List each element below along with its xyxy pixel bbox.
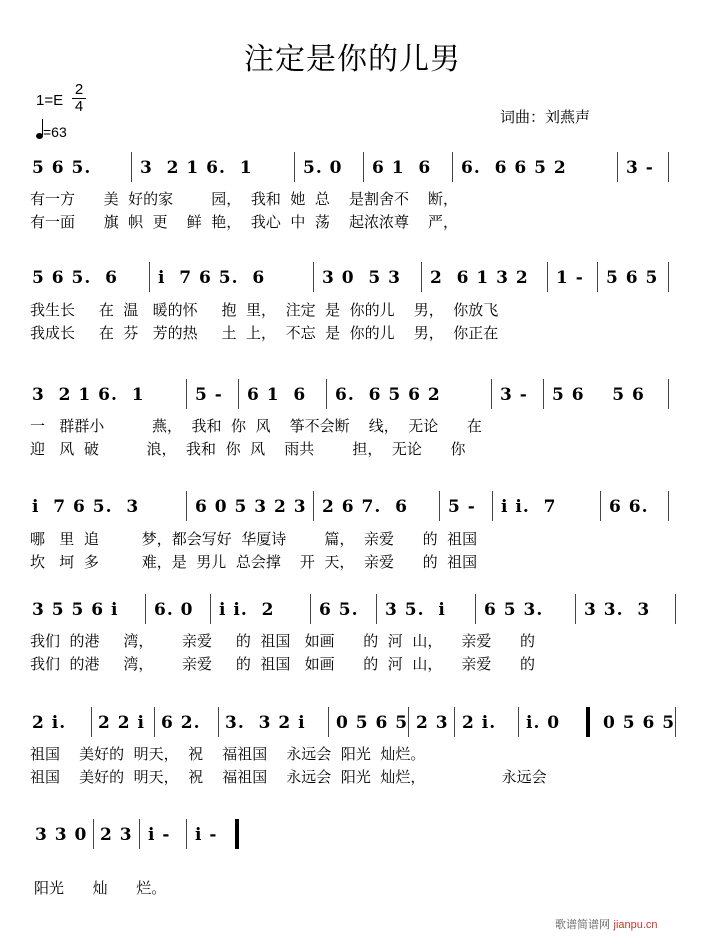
barline — [131, 152, 132, 182]
measure: 0 5 6 5 — [603, 713, 676, 733]
measure: i i. 2 — [219, 600, 275, 620]
barline — [91, 707, 92, 737]
notes-row — [0, 713, 705, 741]
barline — [439, 491, 440, 521]
measure: i 7 6 5. 6 — [158, 268, 266, 288]
measure: 5 6 5. — [32, 158, 92, 178]
barline — [668, 152, 669, 182]
barline — [668, 262, 669, 292]
time-denominator: 4 — [72, 98, 86, 115]
measure: 6 1 6 — [247, 385, 307, 405]
measure: 3 5 5 6 i — [32, 600, 119, 620]
barline — [617, 152, 618, 182]
watermark-site-name: 歌谱简谱网 — [555, 918, 610, 931]
lyrics-verse-1: 祖国 美好的 明天， 祝 福祖国 永远会 阳光 灿烂。 — [30, 745, 426, 763]
watermark — [555, 916, 658, 932]
measure: 2 3 — [100, 825, 133, 845]
barline — [313, 491, 314, 521]
notes-row — [0, 385, 705, 413]
measure: i - — [195, 825, 218, 845]
measure: 5 - — [195, 385, 223, 405]
measure: 2 i. — [462, 713, 497, 733]
measure: 6 1 6 — [372, 158, 432, 178]
measure: i i. 7 — [501, 497, 557, 517]
notes-row — [0, 497, 705, 525]
measure: 1 - — [556, 268, 584, 288]
measure: 5. 0 — [303, 158, 343, 178]
barline — [149, 262, 150, 292]
measure: 5 6 5 6 — [552, 385, 645, 405]
barline — [575, 594, 576, 624]
lyrics-verse-1: 哪 里 追 梦，都会写好 华厦诗 篇， 亲爱 的 祖国 — [30, 530, 478, 548]
barline — [597, 262, 598, 292]
measure: 2 6 7. 6 — [322, 497, 408, 517]
barline — [668, 379, 669, 409]
barline — [492, 491, 493, 521]
barline — [238, 379, 239, 409]
measure: 2 2 i — [98, 713, 145, 733]
measure: 5 - — [448, 497, 476, 517]
lyrics-verse-2: 坎 坷 多 难，是 男儿 总会撑 开 天， 亲爱 的 祖国 — [30, 553, 478, 571]
measure: 3 2 1 6. 1 — [140, 158, 253, 178]
watermark-url: jianpu.cn — [613, 919, 658, 931]
barline — [218, 707, 219, 737]
measure: i 7 6 5. 3 — [32, 497, 140, 517]
barline — [186, 491, 187, 521]
measure: i. 0 — [526, 713, 561, 733]
barline — [475, 594, 476, 624]
measure: 3. 3 2 i — [225, 713, 306, 733]
barline — [518, 707, 519, 737]
measure: 2 i. — [32, 713, 67, 733]
lyrics-verse-1: 有一方 美 好的家 园， 我和 她 总 是割舍不 断， — [30, 190, 459, 208]
final-barline — [235, 819, 239, 849]
quarter-note-icon — [36, 133, 43, 139]
barline — [326, 379, 327, 409]
barline — [452, 152, 453, 182]
measure: 6 6. — [609, 497, 649, 517]
barline — [294, 152, 295, 182]
measure: 6 2. — [161, 713, 201, 733]
tempo-marking — [36, 124, 67, 140]
barline — [310, 594, 311, 624]
measure: 0 5 6 5 — [336, 713, 409, 733]
measure: i - — [148, 825, 171, 845]
barline — [154, 707, 155, 737]
measure: 6 5. — [319, 600, 359, 620]
measure: 3 5. i — [385, 600, 446, 620]
barline — [543, 379, 544, 409]
barline — [139, 819, 140, 849]
barline — [408, 707, 409, 737]
barline — [454, 707, 455, 737]
composer-credit: 词曲：刘燕声 — [500, 108, 591, 126]
barline — [186, 379, 187, 409]
lyrics-verse-2: 我成长 在 芬 芳的热 土 上， 不忘 是 你的儿 男， 你正在 — [30, 324, 499, 342]
barline — [491, 379, 492, 409]
barline — [675, 594, 676, 624]
measure: 3 3. 3 — [584, 600, 651, 620]
notes-row — [0, 158, 705, 186]
measure: 5 6 5. 6 — [32, 268, 118, 288]
measure: 2 6 1 3 2 — [430, 268, 529, 288]
barline — [186, 819, 187, 849]
measure: 6. 6 6 5 2 — [461, 158, 567, 178]
lyrics-verse-2: 祖国 美好的 明天， 祝 福祖国 永远会 阳光 灿烂， 永远会 — [30, 768, 547, 786]
measure: 5 6 5 — [606, 268, 659, 288]
lyrics-verse-1: 一 群群小 燕， 我和 你 风 筝不会断 线， 无论 在 — [30, 417, 482, 435]
lyrics-verse-1: 我们 的港 湾， 亲爱 的 祖国 如画 的 河 山， 亲爱 的 — [30, 632, 536, 650]
barline — [675, 707, 676, 737]
notes-row — [0, 825, 705, 853]
notes-row — [0, 600, 705, 628]
time-numerator: 2 — [74, 81, 84, 98]
measure: 3 3 0 — [35, 825, 88, 845]
measure: 6 0 5 3 2 3 — [195, 497, 307, 517]
barline — [210, 594, 211, 624]
measure: 6. 0 — [154, 600, 194, 620]
measure: 3 - — [626, 158, 654, 178]
measure: 6. 6 5 6 2 — [335, 385, 441, 405]
barline — [313, 262, 314, 292]
song-title: 注定是你的儿男 — [244, 42, 461, 77]
barline — [328, 707, 329, 737]
barline — [421, 262, 422, 292]
barline — [600, 491, 601, 521]
barline — [145, 594, 146, 624]
lyrics-verse-2: 迎 风 破 浪， 我和 你 风 雨共 担， 无论 你 — [30, 440, 466, 458]
barline — [376, 594, 377, 624]
repeat-end-barline — [586, 707, 590, 737]
notes-row — [0, 268, 705, 296]
measure: 3 2 1 6. 1 — [32, 385, 145, 405]
measure: 6 5 3. — [484, 600, 544, 620]
key-signature: 1=E — [36, 92, 64, 109]
barline — [668, 491, 669, 521]
barline — [93, 819, 94, 849]
lyrics-ending: 阳光 灿 烂。 — [34, 879, 167, 897]
barline — [547, 262, 548, 292]
time-signature — [72, 82, 86, 115]
measure: 3 - — [500, 385, 528, 405]
tempo-value: =63 — [43, 124, 67, 140]
measure: 2 3 — [416, 713, 449, 733]
lyrics-verse-1: 我生长 在 温 暖的怀 抱 里， 注定 是 你的儿 男， 你放飞 — [30, 301, 499, 319]
lyrics-verse-2: 我们 的港 湾， 亲爱 的 祖国 如画 的 河 山， 亲爱 的 — [30, 655, 536, 673]
lyrics-verse-2: 有一面 旗 帜 更 鲜 艳， 我心 中 荡 起浓浓尊 严， — [30, 213, 459, 231]
barline — [363, 152, 364, 182]
measure: 3 0 5 3 — [322, 268, 401, 288]
